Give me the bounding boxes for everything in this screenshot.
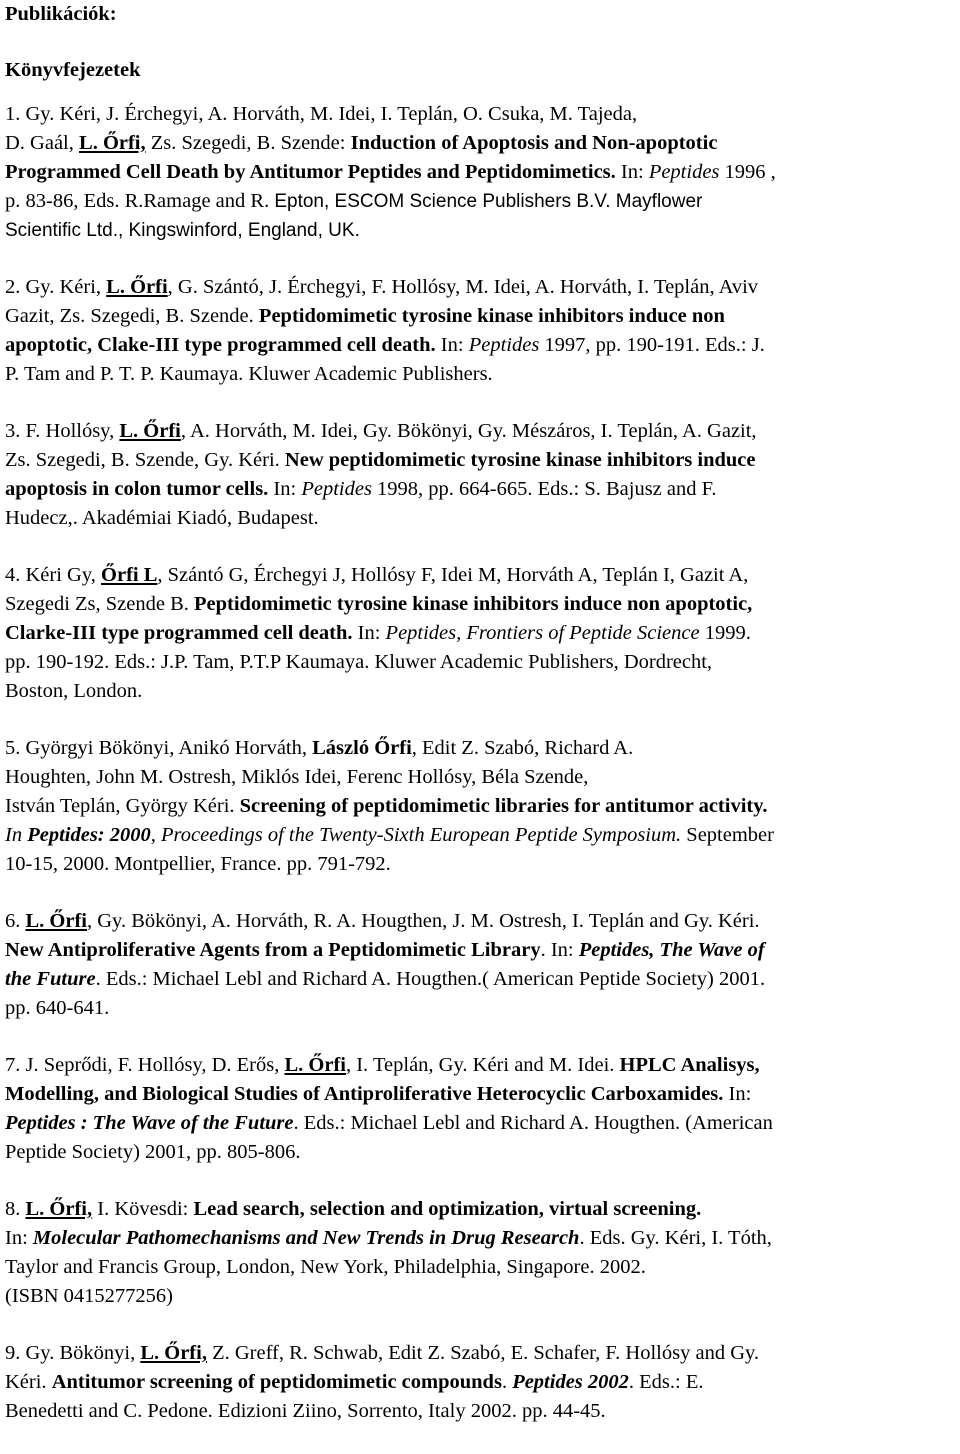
entry-line [5,965,955,994]
text-segment: . Eds.: Michael Lebl and Richard A. Hougthen. (American [293,1112,773,1134]
text-segment: 3. F. Hollósy, [5,420,120,442]
text-segment: Peptides: 2000 [27,824,151,846]
text-segment: Houghten, John M. Ostresh, Miklós Idei, Ferenc Hollósy, Béla Szende, [5,766,589,788]
entry-line [5,273,955,302]
entry-line [5,1253,955,1282]
entry-line [5,561,955,590]
entry-line [5,1368,955,1397]
entry-line [5,821,955,850]
text-segment: Z. Greff, R. Schwab, Edit Z. Szabó, E. Schafer, F. Hollósy and Gy. [206,1342,760,1364]
author-highlight: L. Őrfi, [79,132,146,154]
text-segment: Peptide Society) 2001, pp. 805-806. [5,1141,301,1163]
text-segment: September [681,824,774,846]
text-segment: Molecular Pathomechanisms and New Trends in Drug Research [32,1227,580,1249]
text-segment: pp. 640-641. [5,997,110,1019]
text-segment: 1997, pp. 190-191. Eds.: J. [539,334,765,356]
author-highlight: L. Őrfi [119,420,181,442]
entry-line [5,648,955,677]
entry-line [5,792,955,821]
entry-line [5,187,955,216]
text-segment: 1. Gy. Kéri, J. Érchegyi, A. Horváth, M. Idei, I. Teplán, O. Csuka, M. Tajeda, [5,103,638,125]
entry-line [5,216,955,245]
entry-line [5,475,955,504]
text-segment: 10-15, 2000. Montpellier, France. pp. 791-792. [5,853,391,875]
entry-line [5,158,955,187]
text-segment: 6. [5,910,26,932]
publication-entry [5,1051,955,1167]
text-segment: 2. Gy. Kéri, [5,276,107,298]
entry-line [5,302,955,331]
author-highlight: Őrfi L [101,564,158,586]
entry-line [5,331,955,360]
text-segment: Peptidomimetic tyrosine kinase inhibitors induce non [258,305,725,327]
text-segment: , Edit Z. Szabó, Richard A. [411,737,634,759]
text-segment: Szegedi Zs, Szende B. [5,593,195,615]
text-segment: Peptides [301,478,372,500]
text-segment: Programmed Cell Death by Antitumor Peptides and Peptidomimetics. [5,161,616,183]
entry-line [5,1109,955,1138]
author-highlight: L. Őrfi, [25,1198,93,1220]
text-segment: . Eds.: E. [628,1371,704,1393]
publication-entry [5,907,955,1023]
text-segment: Antitumor screening of peptidomimetic compounds [51,1371,502,1393]
entry-line [5,677,955,706]
text-segment: In: [352,622,386,644]
text-segment: 1996 , [719,161,776,183]
text-segment: . [501,1371,513,1393]
text-segment: In: [268,478,302,500]
text-segment: 1998, pp. 664-665. Eds.: S. Bajusz and F. [371,478,717,500]
text-segment: . Eds. Gy. Kéri, I. Tóth, [579,1227,772,1249]
text-segment: Scientific Ltd., Kingswinford, England, UK. [5,220,360,241]
entry-line [5,850,955,879]
text-segment: I. Kövesdi: [92,1198,194,1220]
entry-line [5,1282,955,1311]
text-segment: Taylor and Francis Group, London, New York, Philadelphia, Singapore. 2002. [5,1256,646,1278]
text-segment: In: [615,161,649,183]
text-segment: Induction of Apoptosis and Non-apoptotic [350,132,718,154]
entry-line [5,1397,955,1426]
text-segment: New peptidomimetic tyrosine kinase inhibitors induce [284,449,756,471]
text-segment: In: [5,1227,33,1249]
text-segment: Peptides : The Wave of the Future [5,1112,294,1134]
text-segment: 8. [5,1198,26,1220]
entry-line [5,994,955,1023]
text-segment: New Antiproliferative Agents from a Peptidomimetic Library [5,939,541,961]
entry-line [5,446,955,475]
text-segment: Peptides, The Wave of [578,939,765,961]
text-segment: In: [435,334,469,356]
text-segment: 9. Gy. Bökönyi, [5,1342,141,1364]
author-highlight: L. Őrfi [284,1054,346,1076]
text-segment: Epton, ESCOM Science Publishers B.V. Mayflower [274,191,703,212]
text-segment: , G. Szántó, J. Érchegyi, F. Hollósy, M. Idei, A. Horváth, I. Teplán, Aviv [167,276,759,298]
text-segment: Peptidomimetic tyrosine kinase inhibitors induce non apoptotic, [194,593,753,615]
text-segment: 7. J. Seprődi, F. Hollósy, D. Erős, [5,1054,285,1076]
text-segment: Gazit, Zs. Szegedi, B. Szende. [5,305,259,327]
entry-line [5,619,955,648]
entry-line [5,360,955,389]
publication-entry [5,273,955,389]
text-segment: , Szántó G, Érchegyi J, Hollósy F, Idei M, Horváth A, Teplán I, Gazit A, [157,564,749,586]
publication-entry [5,100,955,245]
entry-line [5,763,955,792]
text-segment: In: [723,1083,752,1105]
text-segment: 5. Györgyi Bökönyi, Anikó Horváth, [5,737,313,759]
page-title: Publikációk: [5,3,117,25]
text-segment: Peptides [648,161,720,183]
publication-entry [5,417,955,533]
text-segment: 4. Kéri Gy, [5,564,102,586]
text-segment: István Teplán, György Kéri. [5,795,240,817]
text-segment: Lead search, selection and optimization, virtual screening. [193,1198,702,1220]
text-segment: László Őrfi [312,737,412,759]
entry-line [5,1224,955,1253]
entry-line [5,1339,955,1368]
text-segment: apoptotic, Clake-III type programmed cell death. [5,334,436,356]
text-segment: Boston, London. [5,680,143,702]
text-segment: D. Gaál, [5,132,80,154]
text-segment: P. Tam and P. T. P. Kaumaya. Kluwer Academic Publishers. [5,363,493,385]
text-segment: Peptides [468,334,540,356]
text-segment: , Proceedings of the Twenty-Sixth European Peptide Symposium. [150,824,682,846]
section-heading: Könyvfejezetek [5,59,141,81]
author-highlight: L. Őrfi [25,910,87,932]
entry-line [5,129,955,158]
text-segment: . Eds.: Michael Lebl and Richard A. Hougthen.( American Peptide Society) 2001. [95,968,766,990]
text-segment: , Gy. Bökönyi, A. Horváth, R. A. Hougthen, J. M. Ostresh, I. Teplán and Gy. Kéri. [87,910,760,932]
text-segment: the Future [5,968,96,990]
text-segment: pp. 190-192. Eds.: J.P. Tam, P.T.P Kaumaya. Kluwer Academic Publishers, Dordrecht, [5,651,713,673]
entry-line [5,1195,955,1224]
author-highlight: L. Őrfi, [140,1342,207,1364]
text-segment: Clarke-III type programmed cell death. [5,622,353,644]
publication-list [5,100,955,1454]
publication-entry [5,1195,955,1311]
entry-line [5,417,955,446]
entry-line [5,504,955,533]
text-segment: Peptides, Frontiers of Peptide Science [385,622,700,644]
text-segment: apoptosis in colon tumor cells. [5,478,269,500]
text-segment: Zs. Szegedi, B. Szende, Gy. Kéri. [5,449,285,471]
entry-line [5,734,955,763]
publication-entry [5,734,955,879]
entry-line [5,1080,955,1109]
text-segment: Peptides 2002 [512,1371,629,1393]
entry-line [5,1138,955,1167]
publication-entry [5,561,955,706]
text-segment: . In: [540,939,579,961]
entry-line [5,590,955,619]
text-segment: , I. Teplán, Gy. Kéri and M. Idei. [345,1054,620,1076]
text-segment: Screening of peptidomimetic libraries for antitumor activity. [239,795,768,817]
author-highlight: L. Őrfi [106,276,168,298]
entry-line [5,936,955,965]
text-segment: , A. Horváth, M. Idei, Gy. Bökönyi, Gy. Mészáros, I. Teplán, A. Gazit, [180,420,757,442]
text-segment: Zs. Szegedi, B. Szende: [145,132,351,154]
publication-entry [5,1339,955,1426]
text-segment: 1999. [699,622,751,644]
text-segment: Benedetti and C. Pedone. Edizioni Ziino, Sorrento, Italy 2002. pp. 44-45. [5,1400,606,1422]
entry-line [5,1051,955,1080]
text-segment: Hudecz,. Akadémiai Kiadó, Budapest. [5,507,319,529]
entry-line [5,907,955,936]
text-segment: In [5,824,28,846]
text-segment: p. 83-86, Eds. R.Ramage and R. [5,190,275,212]
text-segment: (ISBN 0415277256) [5,1285,173,1307]
text-segment: Modelling, and Biological Studies of Antiproliferative Heterocyclic Carboxamides. [5,1083,724,1105]
text-segment: HPLC Analisys, [619,1054,760,1076]
entry-line [5,100,955,129]
text-segment: Kéri. [5,1371,52,1393]
